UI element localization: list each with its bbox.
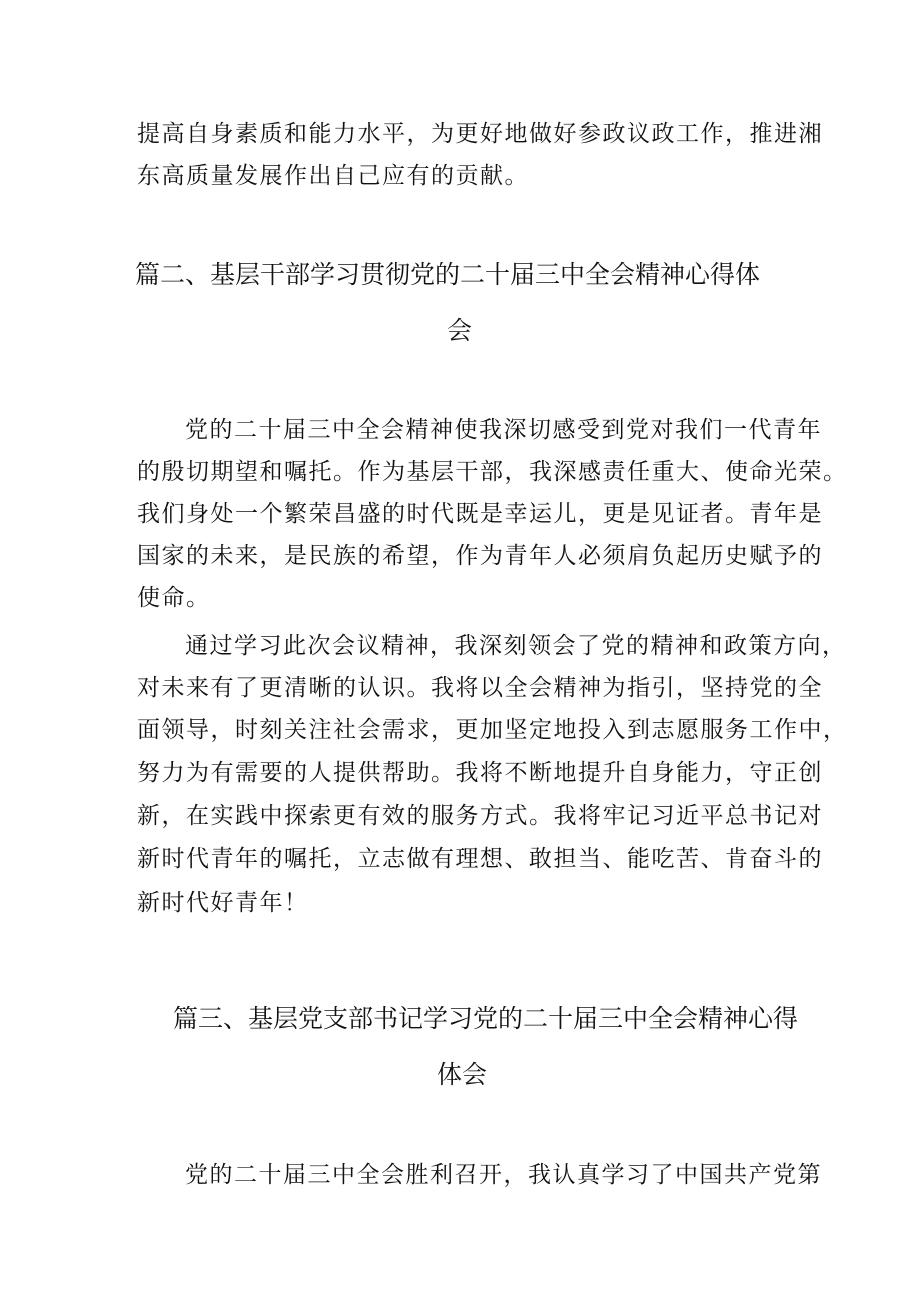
paragraph-line: 我们身处一个繁荣昌盛的时代既是幸运儿，更是见证者。青年是	[137, 501, 823, 527]
paragraph-line: 新时代青年的嘱托，立志做有理想、敢担当、能吃苦、肯奋斗的	[137, 846, 823, 872]
paragraph-line: 努力为有需要的人提供帮助。我将不断地提升自身能力，守正创	[137, 760, 823, 786]
paragraph-line: 使命。	[137, 585, 211, 611]
paragraph-line: 国家的未来，是民族的希望，作为青年人必须肩负起历史赋予的	[137, 543, 823, 569]
paragraph-line: 新时代好青年！	[137, 890, 309, 916]
body-text-line: 东高质量发展作出自己应有的贡献。	[137, 163, 529, 189]
section-heading: 篇三、基层党支部书记学习党的二十届三中全会精神心得	[173, 1004, 799, 1033]
body-text-line: 提高自身素质和能力水平，为更好地做好参政议政工作，推进湘	[137, 121, 823, 147]
section-heading: 体会	[437, 1060, 488, 1089]
section-heading: 篇二、基层干部学习贯彻党的二十届三中全会精神心得体	[135, 260, 761, 289]
paragraph-line: 的殷切期望和嘱托。作为基层干部，我深感责任重大、使命光荣。	[137, 459, 848, 485]
section-heading: 会	[447, 316, 473, 345]
paragraph-line: 党的二十届三中全会胜利召开，我认真学习了中国共产党第	[185, 1162, 822, 1188]
paragraph-line: 面领导，时刻关注社会需求，更加坚定地投入到志愿服务工作中，	[137, 717, 848, 743]
paragraph-line: 通过学习此次会议精神，我深刻领会了党的精神和政策方向，	[185, 633, 847, 659]
paragraph-line: 新，在实践中探索更有效的服务方式。我将牢记习近平总书记对	[137, 803, 823, 829]
paragraph-line: 党的二十届三中全会精神使我深切感受到党对我们一代青年	[185, 417, 822, 443]
paragraph-line: 对未来有了更清晰的认识。我将以全会精神为指引，坚持党的全	[137, 675, 823, 701]
